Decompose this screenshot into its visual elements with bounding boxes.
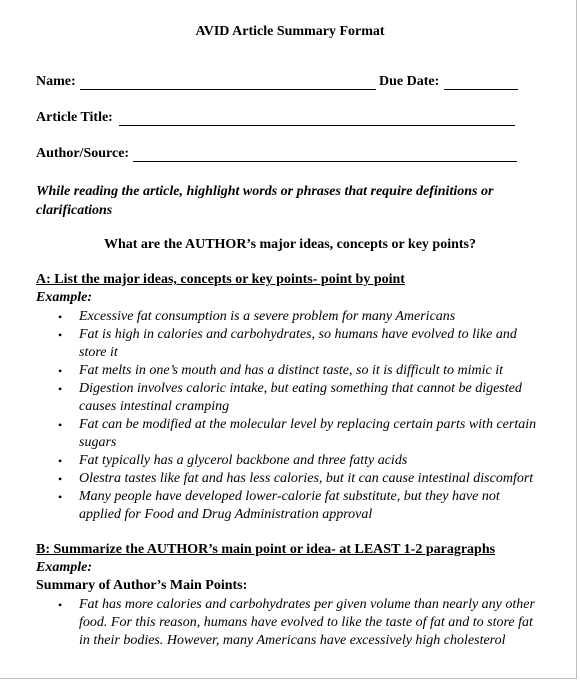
list-item: [58, 308, 559, 326]
bullet-text-line: store it: [79, 345, 118, 360]
bullet-icon: •: [58, 472, 63, 486]
list-item: [58, 470, 559, 488]
article-title-field-line[interactable]: [119, 125, 515, 126]
bullet-text-line: applied for Food and Drug Administration approval: [79, 507, 373, 522]
bullet-text-line: Digestion involves caloric intake, but eating something that cannot be digested: [79, 381, 522, 396]
section-b-example-label: Example:: [36, 560, 92, 575]
due-date-label: Due Date:: [379, 74, 440, 89]
bullet-text-line: Excessive fat consumption is a severe problem for many Americans: [79, 309, 456, 324]
list-item: [58, 488, 559, 524]
list-item: [58, 416, 559, 452]
bullet-icon: •: [58, 382, 63, 396]
bullet-text-line: Fat is high in calories and carbohydrates, so humans have evolved to like and: [79, 327, 517, 342]
summary-label: Summary of Author’s Main Points:: [36, 578, 248, 593]
list-item: [58, 380, 559, 416]
bullet-text-line: Fat has more calories and carbohydrates per given volume than nearly any other: [79, 597, 535, 612]
bullet-text-line: in their bodies. However, many Americans have excessively high cholesterol: [79, 633, 506, 648]
bullet-icon: •: [58, 328, 63, 342]
bullet-text-line: Fat can be modified at the molecular level by replacing certain parts with certain: [79, 417, 537, 432]
key-points-question: What are the AUTHOR’s major ideas, concepts or key points?: [103, 237, 477, 252]
bullet-text-line: Fat typically has a glycerol backbone and three fatty acids: [79, 453, 408, 468]
bullet-icon: •: [58, 364, 63, 378]
section-a-heading: A: List the major ideas, concepts or key points- point by point: [36, 272, 405, 287]
bullet-icon: •: [58, 454, 63, 468]
list-item: [58, 596, 559, 650]
list-item: [58, 452, 559, 470]
list-item: [58, 326, 559, 362]
name-label: Name:: [36, 74, 76, 89]
list-item: [58, 362, 559, 380]
section-a-example-label: Example:: [36, 290, 92, 305]
bullet-icon: •: [58, 598, 63, 612]
section-b-bullet-list: [58, 596, 559, 650]
due-date-field-line[interactable]: [444, 89, 518, 90]
bullet-text-line: sugars: [79, 435, 117, 450]
bullet-text-line: Many people have developed lower-calorie fat substitute, but they have not: [79, 489, 500, 504]
bullet-text-line: Olestra tastes like fat and has less calories, but it can cause intestinal discomfort: [79, 471, 534, 486]
bullet-icon: •: [58, 490, 63, 504]
author-source-field-line[interactable]: [133, 161, 517, 162]
article-title-label: Article Title:: [36, 110, 113, 125]
section-b-heading: B: Summarize the AUTHOR’s main point or idea- at LEAST 1-2 paragraphs: [36, 542, 496, 557]
name-field-line[interactable]: [80, 89, 376, 90]
section-a-bullet-list: [58, 308, 559, 524]
document-title: AVID Article Summary Format: [195, 24, 385, 39]
bullet-text-line: food. For this reason, humans have evolved to like the taste of fat and to store fat: [79, 615, 533, 630]
bullet-text-line: Fat melts in one’s mouth and has a distinct taste, so it is difficult to mimic it: [79, 363, 504, 378]
author-source-label: Author/Source:: [36, 146, 130, 161]
reading-instruction: While reading the article, highlight words or phrases that require definitions or clarifications: [36, 184, 494, 218]
bullet-icon: •: [58, 310, 63, 324]
bullet-icon: •: [58, 418, 63, 432]
bullet-text-line: causes intestinal cramping: [79, 399, 230, 414]
